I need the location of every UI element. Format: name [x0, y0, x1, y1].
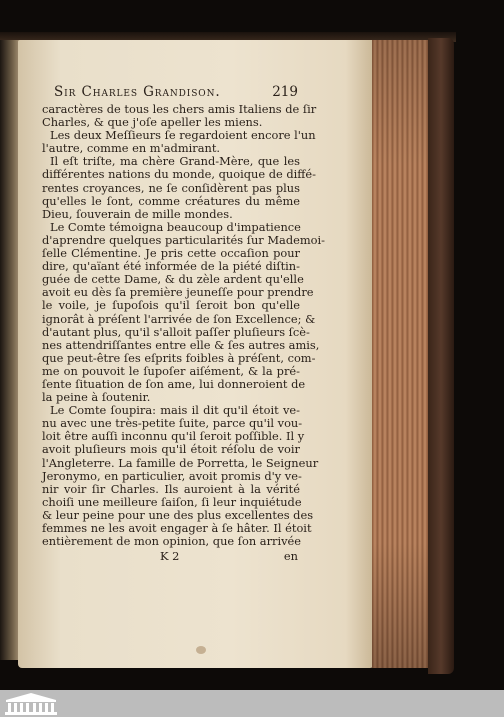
text-line: ſente ſituation de ſon ame, lui donneroient de	[42, 376, 306, 391]
text-line: d'autant plus, qu'il s'alloit paſſer pluſieurs ſcè-	[42, 324, 310, 339]
book-cover	[428, 38, 454, 674]
page-number: 219	[272, 84, 298, 100]
text-line: entièrement de mon opinion, que ſon arrivée	[42, 534, 302, 549]
text-line: la peine à ſoutenir.	[42, 390, 151, 405]
text-line: Les deux Meſſieurs ſe regardoient encore l'un	[50, 128, 316, 143]
page-footer	[42, 550, 300, 563]
text-line: me on pouvoit le ſupoſer aiſément, & la pré-	[42, 363, 300, 378]
signature-mark: K 2	[160, 549, 180, 564]
text-line: avoit eu dès ſa première jeuneſſe pour prendre	[42, 285, 314, 300]
text-line: Il eſt triſte, ma chère Grand-Mère, que les	[50, 154, 300, 169]
text-lines	[42, 102, 325, 549]
viewer-footer-bar	[0, 690, 504, 717]
text-line: guée de cette Dame, & du zèle ardent qu'elle	[42, 272, 304, 287]
text-line: choiſi une meilleure ſaiſon, ſi leur inquiétude	[42, 494, 302, 509]
text-line: Charles, & que j'oſe apeller les miens.	[42, 115, 263, 130]
text-line: rentes croyances, ne ſe conſidèrent pas plus	[42, 180, 300, 195]
text-line: loit être auſſi inconnu qu'il ſeroit poſſible. Il y	[42, 429, 305, 444]
running-head: Sir Charles Grandison.	[54, 84, 221, 100]
text-line: avoit pluſieurs mois qu'il étoit réſolu de voir	[42, 442, 300, 457]
page-header	[42, 84, 300, 100]
library-building-icon	[2, 691, 60, 716]
text-line: ſelle Clémentine. Je pris cette occaſion pour	[42, 246, 300, 261]
text-line: le voile, je ſupoſois qu'il ſeroit bon qu'elle	[42, 298, 300, 313]
text-line: Jeronymo, en particulier, avoit promis d'y ve-	[42, 468, 302, 483]
text-line: l'autre, comme en m'admirant.	[42, 141, 221, 156]
page-text	[42, 84, 325, 564]
text-line: d'aprendre quelques particularités ſur Mademoi-	[42, 232, 325, 247]
text-line: nes attendriſſantes entre elle & ſes autres amis,	[42, 337, 320, 352]
text-line: Le Comte ſoupira: mais il dit qu'il étoit ve-	[50, 403, 300, 418]
page-fore-edge	[372, 40, 430, 668]
text-line: femmes ne les avoit engager à ſe hâter. Il étoit	[42, 521, 312, 535]
text-line: caractères de tous les chers amis Italiens de ſir	[42, 102, 317, 116]
text-line: ignorât à préſent l'arrivée de ſon Excellence; &	[42, 311, 316, 326]
catchword: en	[283, 549, 298, 564]
text-line: différentes nations du monde, quoique de diffé-	[42, 167, 316, 182]
paper-stain	[196, 646, 206, 654]
text-line: Dieu, ſouverain de mille mondes.	[42, 206, 233, 221]
text-line: & leur peine pour une des plus excellentes des	[42, 507, 314, 522]
text-line: nu avec une très-petite ſuite, parce qu'il vou-	[42, 416, 303, 431]
text-line: que peut-être ſes eſprits foibles à préſent, com-	[42, 350, 316, 365]
text-line: l'Angleterre. La famille de Porretta, le Seigneur	[42, 455, 319, 470]
text-line: nir voir ſir Charles. Ils auroient à la vérité	[42, 481, 300, 496]
text-line: qu'elles le ſont, comme créatures du même	[42, 193, 300, 208]
text-line: dire, qu'aïant été informée de la piété diſtin-	[42, 259, 300, 274]
text-line: Le Comte témoigna beaucoup d'impatience	[50, 219, 301, 234]
left-page-edge	[0, 40, 20, 660]
